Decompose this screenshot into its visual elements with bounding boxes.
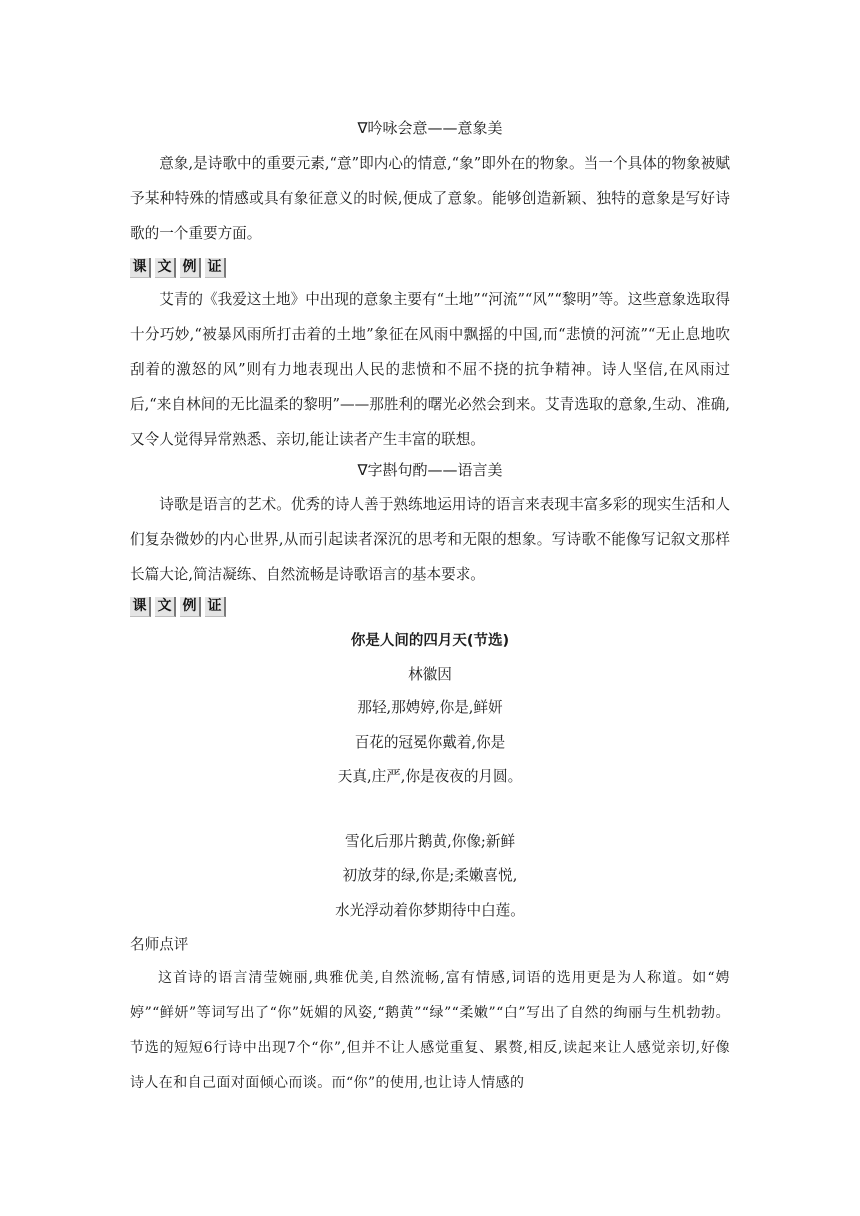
paragraph-imagery-intro: 意象,是诗歌中的重要元素,“意”即内心的情意,“象”即外在的物象。当一个具体的物象被赋予某种特殊的情感或具有象征意义的时候,便成了意象。能够创造新颖、独特的意象是写好诗歌的一个重要方面。 [130,155,730,242]
example-tag-char: 课 [130,258,151,278]
example-tag-char: 证 [205,258,226,278]
paragraph-imagery-example: 艾青的《我爱这土地》中出现的意象主要有“土地”“河流”“风”“黎明”等。这些意象选取得十分巧妙,“被暴风雨所打击着的土地”象征在风雨中飘摇的中国,而“悲愤的河流”“无止息地吹刮着的激怒的风”则有力地表现出人民的悲愤和不屈不挠的抗争精神。诗人坚信,在风雨过后,“来自林间的无比温柔的黎明”——那胜利的曙光必然会到来。艾青选取的意象,生动、准确,又令人觉得异常熟悉、亲切,能让读者产生丰富的联想。 [130,291,730,448]
example-tag-char: 文 [155,258,176,278]
poem-line: 天真,庄严,你是夜夜的月圆。 [337,768,523,785]
poem-line: 雪化后那片鹅黄,你像;新鲜 [344,833,516,850]
section-heading-language: ∇字斟句酌——语言美 [357,461,503,479]
example-tag-char: 例 [180,597,201,617]
section-heading-imagery: ∇吟咏会意——意象美 [357,119,503,137]
example-tag-char: 证 [205,597,226,617]
poem-line: 初放芽的绿,你是;柔嫩喜悦, [342,867,518,884]
example-tag-char: 文 [155,597,176,617]
paragraph-review: 这首诗的语言清莹婉丽,典雅优美,自然流畅,富有情感,词语的选用更是为人称道。如“娉婷”“鲜妍”等词写出了“你”妩媚的风姿,“鹅黄”“绿”“柔嫩”“白”写出了自然的绚丽与生机勃勃。节选的短短6行诗中出现7个“你”,但并不让人感觉重复、累赘,相反,读起来让人感觉亲切,好像诗人在和自己面对面倾心而谈。而“你”的使用,也让诗人情感的 [130,970,730,1091]
example-tag-char: 课 [130,597,151,617]
review-label: 名师点评 [130,936,189,953]
poem-line: 百花的冠冕你戴着,你是 [354,734,506,751]
poem-line: 那轻,那娉婷,你是,鲜妍 [357,699,503,716]
example-tag-char: 例 [180,258,201,278]
paragraph-language-intro: 诗歌是语言的艺术。优秀的诗人善于熟练地运用诗的语言来表现丰富多彩的现实生活和人们复杂微妙的内心世界,从而引起读者深沉的思考和无限的想象。写诗歌不能像写记叙文那样长篇大论,简洁凝练、自然流畅是诗歌语言的基本要求。 [130,496,730,583]
example-tag-1 [130,258,226,278]
poem-line: 水光浮动着你梦期待中白莲。 [335,902,525,919]
poem-author: 林徽因 [408,666,452,683]
poem-title: 你是人间的四月天(节选) [350,633,510,649]
example-tag-2 [130,597,226,617]
